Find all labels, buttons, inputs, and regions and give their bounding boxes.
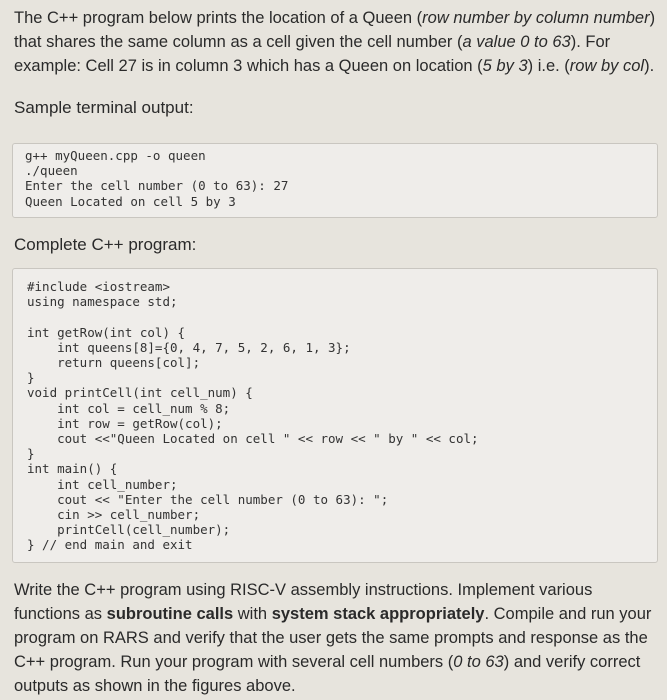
intro-paragraph xyxy=(14,6,659,78)
intro-text-5: ). xyxy=(644,57,655,75)
sample-output-heading: Sample terminal output: xyxy=(14,98,194,117)
task-paragraph xyxy=(14,578,659,698)
intro-emphasis-1: row number by column number xyxy=(422,9,650,27)
task-text-3: . Compile and run your program on RARS and verify that the user gets the same prompts and response as the C++ program. Run your program with several cell numbers ( xyxy=(14,605,652,671)
task-bold-1: subroutine calls xyxy=(106,605,234,623)
cpp-program-code-box: #include <iostream> using namespace std; int getRow(int col) { int queens[8]={0, 4, 7, 5, 2, 6, 1, 3}; return queens[col]; } void printCell(int cell_num) { int col = cell_num % 8; int row = getRow(col); cout <<"Queen Located on cell " << row << " by " << col; } int main() { int cell_number; cout << "Enter the cell number (0 to 63): "; cin >> cell_number; printCell(cell_number); } // end main and exit xyxy=(12,268,658,563)
intro-text-1: The C++ program below prints the location of a Queen ( xyxy=(14,9,423,27)
intro-text-4: ) i.e. ( xyxy=(527,57,570,75)
intro-text-3: ). For example: Cell 27 is in column 3 which has a Queen on location ( xyxy=(14,33,611,75)
task-text-1: Write the C++ program using RISC-V assembly instructions. Implement various functions as xyxy=(14,581,593,623)
task-emphasis: 0 to 63 xyxy=(453,653,504,671)
intro-emphasis-4: row by col xyxy=(569,57,645,75)
intro-text-2: ) that shares the same column as a cell given the cell number ( xyxy=(14,9,656,51)
task-text-2: with xyxy=(233,605,272,623)
intro-emphasis-2: a value 0 to 63 xyxy=(462,33,571,51)
program-heading: Complete C++ program: xyxy=(14,235,197,254)
terminal-output-box: g++ myQueen.cpp -o queen ./queen Enter the cell number (0 to 63): 27 Queen Located on cell 5 by 3 xyxy=(12,143,658,218)
intro-emphasis-3: 5 by 3 xyxy=(482,57,528,75)
task-bold-2: system stack appropriately xyxy=(271,605,485,623)
task-text-4: ) and verify correct outputs as shown in the figures above. xyxy=(14,653,641,695)
